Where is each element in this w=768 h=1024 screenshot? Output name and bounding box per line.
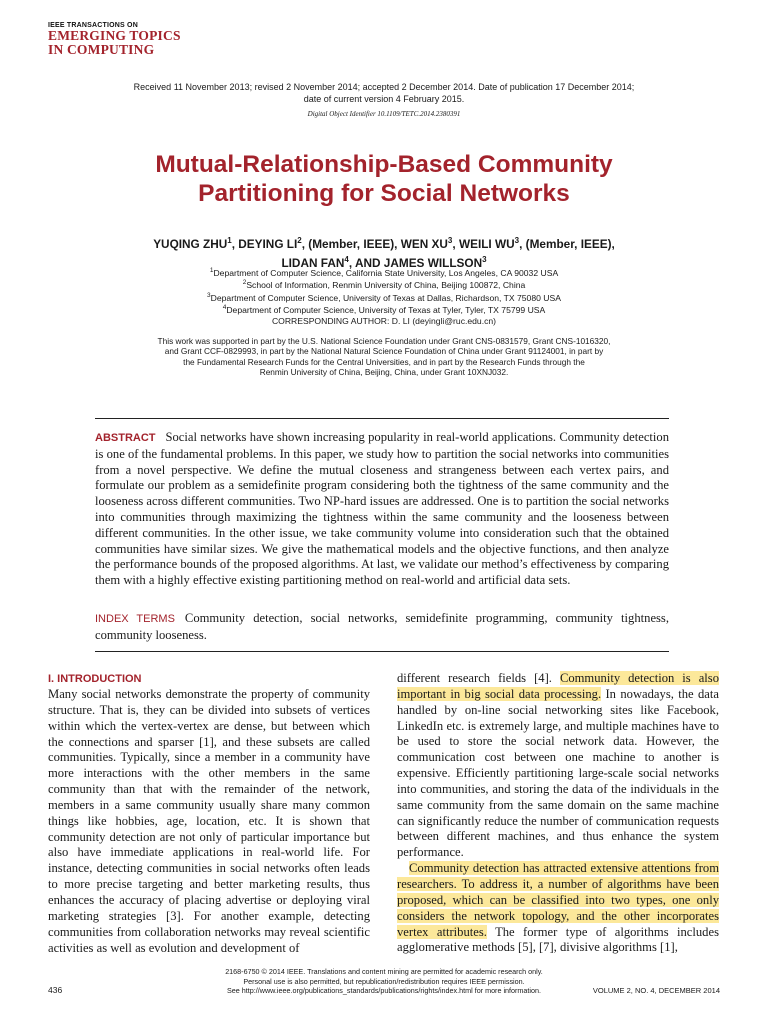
funding-line: and Grant CCF-0829993, in part by the National Natural Science Foundation of China under Grant 91124001, in part by	[164, 346, 604, 357]
text-span: The former type of algorithms includes agglomerative methods [5], [7], divisive algorithms [1],	[397, 924, 719, 955]
divider-bottom	[95, 651, 669, 652]
intro-paragraph	[397, 861, 719, 956]
affiliation	[0, 291, 768, 303]
author-name: YUQING ZHU	[153, 236, 228, 251]
funding-note	[0, 336, 768, 377]
author-line-1	[0, 233, 768, 252]
highlighted-text: Community detection has attracted extensive attentions from researchers. To address it, a number of algorithms have been proposed, which can be classified into two types, one only considers the network topology, and the other incorporates vertex attributes.	[397, 861, 719, 939]
author-name: , AND JAMES WILLSON	[348, 255, 483, 270]
text-span: different research fields [4].	[397, 671, 560, 685]
highlighted-text: Community detection is also important in big social data processing.	[397, 671, 719, 701]
author-note: , (Member, IEEE),	[519, 236, 615, 251]
affiliation	[0, 266, 768, 278]
text-span: In nowadays, the data handled by on-line social networking sites like Facebook, LinkedIn etc. is extremely large, and multiple machines have to be used to store the social network data. However, the communication cost between one machine to another is expensive. Efficiently partitioning large-scale social networks into communities, and storing the data of the individuals in the same community from the same domain on the same machine can significantly reduce the number of communication requests between different machines, and thus enhance the system performance.	[397, 686, 719, 860]
journal-name-line1: EMERGING TOPICS	[48, 28, 181, 43]
affil-mark: 3	[482, 254, 487, 264]
received-line-2: date of current version 4 February 2015.	[303, 93, 465, 104]
affil-mark: 4	[344, 254, 349, 264]
left-column	[48, 671, 370, 956]
affil-number: 4	[222, 304, 227, 312]
affil-text: Department of Computer Science, University of Texas at Tyler, Tyler, TX 75799 USA	[226, 305, 546, 316]
affiliation	[0, 303, 768, 315]
corresponding-author: CORRESPONDING AUTHOR: D. LI (deyingli@ruc.edu.cn)	[271, 315, 497, 326]
journal-prefix: IEEE TRANSACTIONS ON	[48, 22, 138, 29]
affil-mark: 3	[447, 236, 453, 245]
funding-line: Renmin University of China, Beijing, China, under Grant 10XNJ032.	[259, 366, 509, 377]
author-sep: ,	[231, 236, 239, 251]
author-name: WEILI WU	[458, 236, 515, 251]
affil-number: 2	[242, 279, 247, 287]
title-line-2: Partitioning for Social Networks	[198, 180, 570, 207]
abstract	[95, 430, 669, 589]
right-column	[397, 671, 719, 956]
title-line-1: Mutual-Relationship-Based Community	[155, 151, 613, 178]
affil-mark: 1	[227, 236, 232, 245]
affiliation	[0, 278, 768, 290]
funding-line: the Fundamental Research Funds for the Central Universities, and in part by the Research Funds through the	[183, 356, 585, 367]
author-name: WEN XU	[400, 236, 448, 251]
intro-paragraph	[397, 671, 719, 861]
affil-mark: 2	[297, 236, 302, 245]
affil-number: 1	[209, 267, 214, 274]
journal-masthead	[48, 22, 181, 57]
affil-mark: 3	[514, 236, 520, 245]
section-heading: I. INTRODUCTION	[48, 673, 142, 685]
paper-title	[0, 150, 768, 208]
author-note: , (Member, IEEE),	[301, 236, 401, 251]
divider-top	[95, 418, 669, 419]
author-sep: ,	[452, 236, 459, 251]
author-name: DEYING LI	[238, 236, 298, 251]
received-dates	[0, 82, 768, 105]
abstract-label: ABSTRACT	[95, 432, 156, 444]
index-terms-text: Community detection, social networks, semidefinite programming, community tightness, community looseness.	[95, 611, 669, 642]
affiliations	[0, 266, 768, 326]
doi[interactable]: Digital Object Identifier 10.1109/TETC.2014.2380391	[307, 110, 461, 118]
affil-text: Department of Computer Science, University of Texas at Dallas, Richardson, TX 75080 USA	[210, 292, 561, 303]
index-terms	[95, 611, 669, 644]
abstract-text: Social networks have shown increasing popularity in real-world applications. Community detection is one of the fundamental problems. In this paper, we study how to partition the social networks into communities from a novel perspective. We define the mutual closeness and strangeness between each vertex pairs, and formulate our problem as a semidefinite program considering both the tightness of the same community and the looseness across different communities. Two NP-hard issues are addressed. One is to partition the social networks into communities through maximizing the tightness within the same community and the looseness between different communities. In the other issue, we take community volume into consideration such that the obtained communities have similar sizes. We give the mathematical models and the objective functions, and then analyze the performance bounds of the proposed algorithms. At last, we validate our method’s effectiveness by comparing them with a highly effective existing partitioning method on real-world and artificial data sets.	[95, 430, 669, 588]
intro-paragraph: Many social networks demonstrate the property of community structure. That is, they can be divided into subsets of vertices within which the vertex-vertex are dense, but between which the connections and sparser [1], and these subsets are called communities. Typically, since a member in a community have more interactions with the other members in the same community than that with the remainder of the network, members in a same community usually share many common things like hobbies, age, location, etc. It is shown that community detection are not only of particular importance but also have immediate applications in real-world life. For instance, detecting communities in social networks often leads to more precise targeting and better marketing results, thus enhances the accuracy of placing advertise or deploying viral marketing strategies [3]. For another example, detecting communities from collaboration networks may reveal scientific activities as well as evolution and development of	[48, 687, 370, 955]
affil-text: School of Information, Renmin University of China, Beijing 100872, China	[246, 280, 526, 291]
page-number: 436	[48, 985, 63, 995]
journal-name-line2: IN COMPUTING	[48, 42, 155, 57]
index-terms-label: INDEX TERMS	[95, 613, 175, 625]
affil-text: Department of Computer Science, California State University, Los Angeles, CA 90032 USA	[213, 267, 559, 278]
funding-line: This work was supported in part by the U.S. National Science Foundation under Grant CNS-0831579, Grant CNS-1016320,	[157, 336, 611, 346]
footer-line: See http://www.ieee.org/publications_standards/publications/rights/index.html for more information.	[226, 986, 542, 995]
author-name: LIDAN FAN	[281, 255, 345, 270]
received-line-1: Received 11 November 2013; revised 2 November 2014; accepted 2 December 2014. Date of publication 17 December 2014;	[133, 82, 635, 92]
affil-number: 3	[207, 291, 211, 299]
footer-line: 2168-6750 © 2014 IEEE. Translations and content mining are permitted for academic research only.	[225, 967, 543, 976]
footer-line: Personal use is also permitted, but republication/redistribution requires IEEE permission.	[243, 976, 525, 986]
volume-info: VOLUME 2, NO. 4, DECEMBER 2014	[592, 986, 720, 995]
